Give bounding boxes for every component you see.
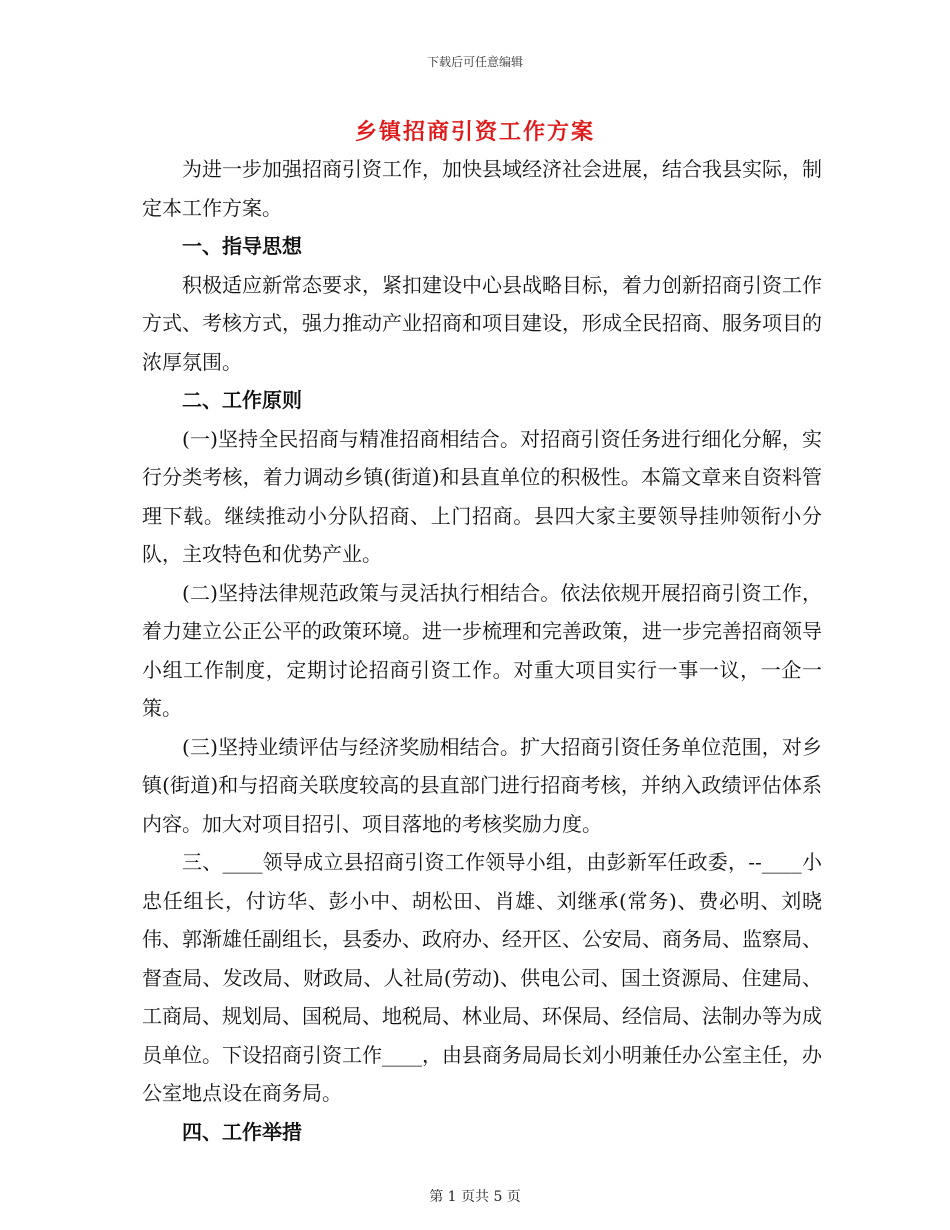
intro-paragraph: 为进一步加强招商引资工作，加快县域经济社会进展，结合我县实际，制定本工作方案。 — [142, 157, 822, 220]
leadership-paragraph: 三、____领导成立县招商引资工作领导小组，由彭新军任政委，--____小忠任组长，付访华、彭小中、胡松田、肖雄、刘继承(常务)、费必明、刘晓伟、郭渐雄任副组长，县委办、政府办、经开区、公安局、商务局、监察局、督查局、发改局、财政局、人社局(劳动)、供电公司、国土资源局、住建局、工商局、规划局、国税局、地税局、林业局、环保局、经信局、法制办等为成员单位。下设招商引资工作____，由县商务局局长刘小明兼任办公室主任，办公室地点设在商务局。 — [142, 850, 822, 1105]
document-body — [142, 150, 822, 1151]
guiding-ideology-paragraph: 积极适应新常态要求，紧扣建设中心县战略目标，着力创新招商引资工作方式、考核方式，强力推动产业招商和项目建设，形成全民招商、服务项目的浓厚氛围。 — [142, 272, 822, 374]
principle-paragraph-2: (二)坚持法律规范政策与灵活执行相结合。依法依规开展招商引资工作，着力建立公正公平的政策环境。进一步梳理和完善政策，进一步完善招商领导小组工作制度，定期讨论招商引资工作。对重大项目实行一事一议，一企一策。 — [142, 580, 822, 720]
section-heading-work-principles: 二、工作原则 — [182, 388, 302, 412]
header-note: 下载后可任意编辑 — [426, 55, 523, 69]
document-title: 乡镇招商引资工作方案 — [354, 120, 595, 145]
principle-paragraph-1: (一)坚持全民招商与精准招商相结合。对招商引资任务进行细化分解，实行分类考核，着力调动乡镇(街道)和县直单位的积极性。本篇文章来自资料管理下载。继续推动小分队招商、上门招商。县四大家主要领导挂帅领衔小分队，主攻特色和优势产业。 — [142, 426, 822, 566]
section-heading-guiding-ideology: 一、指导思想 — [182, 234, 302, 258]
page-footer: 第 1 页共 5 页 — [429, 1189, 521, 1205]
section-heading-work-measures: 四、工作举措 — [182, 1119, 302, 1144]
principle-paragraph-3: (三)坚持业绩评估与经济奖励相结合。扩大招商引资任务单位范围，对乡镇(街道)和与招商关联度较高的县直部门进行招商考核，并纳入政绩评估体系内容。加大对项目招引、项目落地的考核奖励力度。 — [142, 734, 822, 836]
